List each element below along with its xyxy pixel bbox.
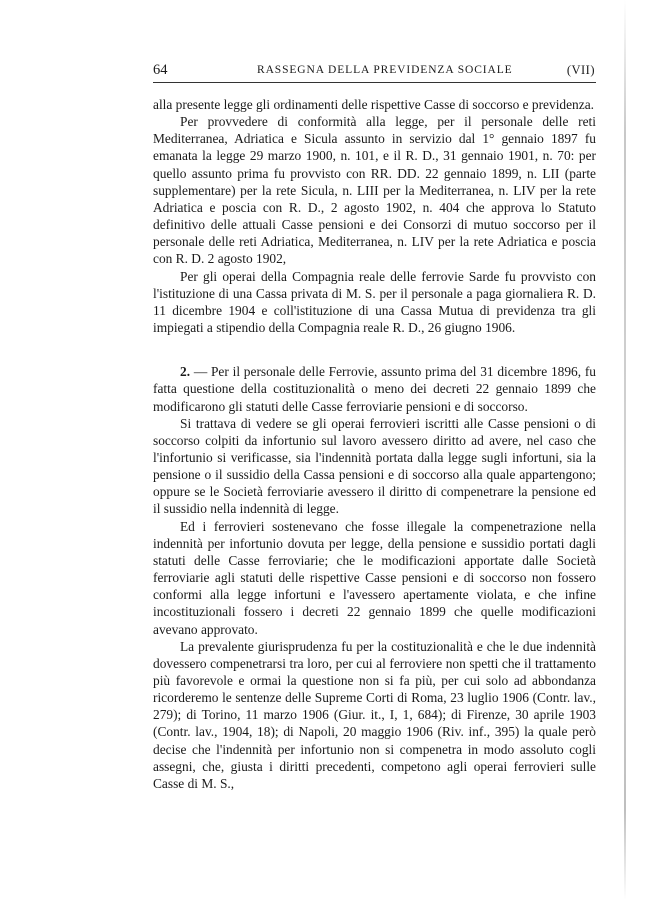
scan-edge	[624, 0, 626, 900]
running-title: RASSEGNA DELLA PREVIDENZA SOCIALE	[257, 64, 513, 76]
paragraph-4-text: — Per il personale delle Ferrovie, assunto prima del 31 dicembre 1896, fu fatta questione della costituzionalità o meno dei decreti 22 gennaio 1899 che modificarono gli statuti delle Casse ferroviarie pensioni e di soccorso.	[153, 364, 596, 414]
chapter-mark: (VII)	[566, 63, 595, 77]
page-number: 64	[153, 62, 168, 78]
page-header	[153, 60, 595, 82]
paragraph-3: Per gli operai della Compagnia reale delle ferrovie Sarde fu provvisto con l'istituzione di una Cassa privata di M. S. per il personale a paga giornaliera R. D. 11 dicembre 1904 e coll'istituzione di una Cassa Mutua di previdenza tra gli impiegati a stipendio della Compagnia reale R. D., 26 giugno 1906.	[153, 268, 596, 336]
header-rule	[153, 82, 596, 83]
paragraph-2: Per provvedere di conformità alla legge, per il personale delle reti Mediterranea, Adriatica e Sicula assunto in servizio dal 1° gennaio 1897 fu emanata la legge 29 marzo 1900, n. 101, e il R. D., 31 gennaio 1901, n. 70: per quello assunto prima fu provvisto con RR. DD. 22 gennaio 1899, n. LII (parte supplementare) per la rete Sicula, n. LIII per la Mediterranea, n. LIV per la rete Adriatica e poscia con R. D., 2 agosto 1902, n. 404 che approva lo Statuto definitivo delle attuali Casse pensioni e dei Consorzi di mutuo soccorso per il personale delle reti Adriatica, Mediterranea, n. LIV per la rete Adriatica e poscia con R. D. 2 agosto 1902,	[153, 114, 596, 267]
paragraph-4	[153, 363, 596, 414]
section-number: 2.	[180, 364, 191, 380]
section-gap	[153, 336, 596, 363]
paragraph-6: Ed i ferrovieri sostenevano che fosse illegale la compenetrazione nella indennità per infortunio dovuta per legge, della pensione e sussidio portati dagli statuti delle Casse ferroviarie; che le modificazioni apportate dalle Società ferroviarie agli statuti delle rispettive Casse pensioni e di soccorso non fossero conformi alla legge infortuni e l'avessero apertamente violata, e che infine incostituzionali fossero i decreti 22 gennaio 1899 che quelle modificazioni avevano approvato.	[153, 518, 596, 637]
paragraph-7: La prevalente giurisprudenza fu per la costituzionalità e che le due indennità dovessero compenetrarsi tra loro, per cui al ferroviere non spetti che il trattamento più favorevole e ormai la questione non si fa più, per cui solo ad abbondanza ricorderemo le sentenze delle Supreme Corti di Roma, 23 luglio 1906 (Contr. lav., 279); di Torino, 11 marzo 1906 (Giur. it., I, 1, 684); di Firenze, 30 aprile 1903 (Contr. lav., 1904, 18); di Napoli, 20 maggio 1906 (Riv. inf., 395) la quale però decise che l'indennità per infortunio non si compenetra in modo assoluto cogli assegni, che, giusta i diritti precedenti, competono agli operai ferrovieri sulle Casse di M. S.,	[153, 638, 596, 791]
paragraph-5: Si trattava di vedere se gli operai ferrovieri iscritti alle Casse pensioni o di soccorso colpiti da infortunio sul lavoro avessero diritto ad avere, nel caso che l'infortunio si verificasse, sia l'indennità portata dalla legge sugli infortuni, sia la pensione o il sussidio della Cassa pensioni e di soccorso alla quale appartengono; oppure se le Società ferroviarie avessero il diritto di compenetrare la pensione ed il sussidio nella indennità di legge.	[153, 415, 596, 517]
paragraph-1: alla presente legge gli ordinamenti delle rispettive Casse di soccorso e previdenza.	[153, 97, 594, 112]
body-text	[153, 96, 596, 792]
